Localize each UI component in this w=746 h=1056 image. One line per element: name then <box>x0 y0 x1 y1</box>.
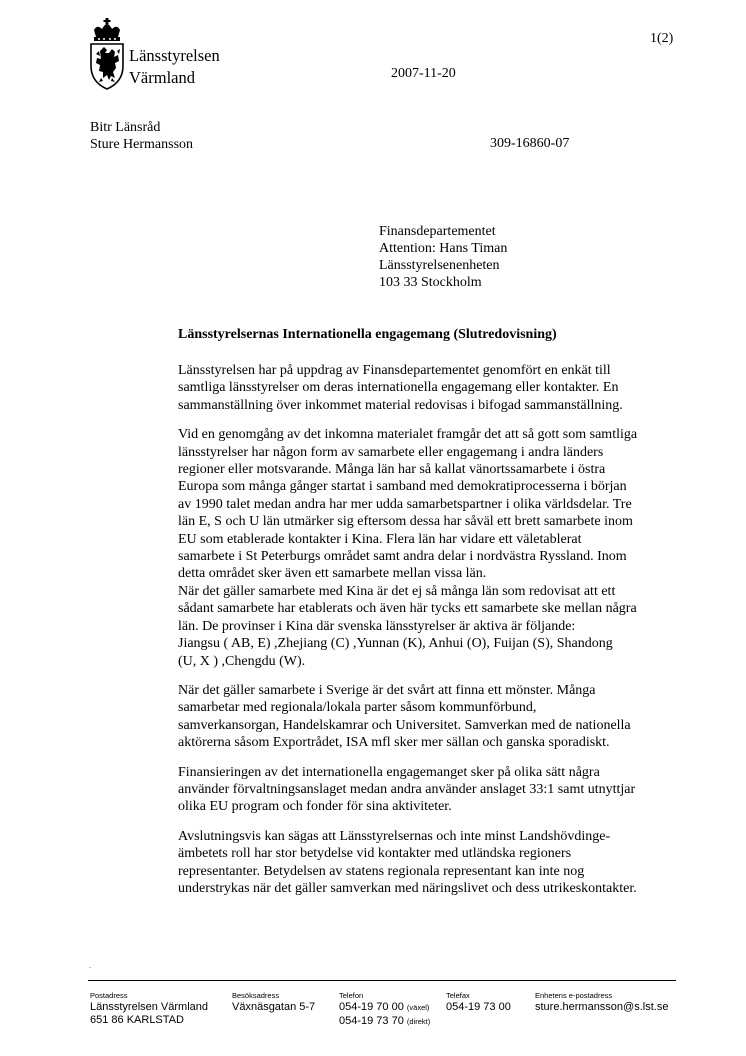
footer-postal <box>90 991 208 1026</box>
letter-date: 2007-11-20 <box>391 66 456 81</box>
body-line: aktörerna såsom Exportrådet, ISA mfl sker mer sällan och ganska sporadiskt. <box>178 735 610 751</box>
body-line: Finansieringen av det internationella engagemanget sker på olika sätt några <box>178 764 600 780</box>
body-line: EU som etablerade kontakter i Kina. Flera län har vidare ett väletablerat <box>178 531 582 547</box>
body-line: Länsstyrelsen har på uppdrag av Finansdepartementet genomfört en enkät till <box>178 363 611 378</box>
body-line: Europa som många gånger startat i samband med demokratiprocesserna i början <box>178 479 627 495</box>
footer-visit-line1: Växnäsgatan 5-7 <box>232 1001 316 1013</box>
footer-email-label: Enhetens e-postadress <box>535 991 613 1000</box>
body-line: olika EU program och fonder för sina aktiviteter. <box>178 799 452 815</box>
footer-postal-line1: Länsstyrelsen Värmland <box>90 1001 209 1013</box>
body-line: regioner eller motsvarande. Många län har så kallat vänortssamarbete i östra <box>178 462 606 478</box>
footer-fax-line1: 054-19 73 00 <box>446 1001 511 1013</box>
sender-block <box>90 119 193 153</box>
footer-divider <box>88 980 676 981</box>
recipient-line: Länsstyrelsenenheten <box>379 258 500 273</box>
body-line: (U, X ) ,Chengdu (W). <box>178 653 306 669</box>
body-line: representanter. Betydelsen av statens regionala representant kan inte nog <box>178 863 585 879</box>
body-line: När det gäller samarbete i Sverige är det svårt att finna ett mönster. Många <box>178 682 596 698</box>
recipient-line: 103 33 Stockholm <box>379 275 482 290</box>
footer-fax-label: Telefax <box>446 991 470 1000</box>
body-line: När det gäller samarbete med Kina är det ej så många län som redovisat att ett <box>178 583 616 599</box>
body-line: använder förvaltningsanslaget medan andra använder anslaget 33:1 samt utnyttjar <box>178 781 636 797</box>
body-line: Vid en genomgång av det inkomna materialet framgår det att så gott som samtliga <box>178 427 638 443</box>
letter-body <box>178 362 698 909</box>
body-line: Avslutningsvis kan sägas att Länsstyrelsernas och inte minst Landshövdinge- <box>178 828 611 844</box>
body-line: länsstyrelser har någon form av samarbete eller engagemang i andra länders <box>178 444 604 460</box>
body-paragraph <box>178 764 698 816</box>
footer-postal-line2: 651 86 KARLSTAD <box>90 1013 184 1026</box>
body-line: samtliga länsstyrelser om deras internationella engagemang eller kontakter. En <box>178 380 619 396</box>
footer-phone-line1 <box>339 1001 430 1015</box>
body-paragraph <box>178 426 698 670</box>
body-line: sammanställning över inkommet material redovisas i bifogad sammanställning. <box>178 397 623 413</box>
footer-email-line1: sture.hermansson@s.lst.se <box>535 1001 669 1013</box>
footer-phone <box>339 991 430 1028</box>
org-name-line2: Värmland <box>129 68 195 87</box>
footer-visit-label: Besöksadress <box>232 991 280 1000</box>
footer-dot: . <box>89 961 91 970</box>
body-paragraph <box>178 828 698 898</box>
footer-visit <box>232 991 315 1014</box>
body-paragraph <box>178 362 698 414</box>
footer-postal-label: Postadress <box>90 991 128 1000</box>
footer-email <box>535 991 668 1014</box>
reference-number: 309-16860-07 <box>490 136 570 151</box>
footer-fax <box>446 991 511 1014</box>
body-line: understrykas när det gäller samverkan med näringslivet och dess utrikeskontakter. <box>178 880 637 896</box>
body-line: samverkansorgan, Handelskamrar och Universitet. Samverkan med de nationella <box>178 717 631 733</box>
recipient-line: Finansdepartementet <box>379 224 496 239</box>
phone-direct-note: (direkt) <box>406 1016 431 1026</box>
body-line: län E, S och U län utmärker sig eftersom dessa har såväl ett brett samarbete inom <box>178 514 633 530</box>
footer-phone-label: Telefon <box>339 991 364 1000</box>
agency-logo <box>88 18 238 90</box>
org-name-line1: Länsstyrelsen <box>129 46 220 65</box>
phone-direct: 054-19 73 70 <box>339 1014 404 1027</box>
crown-griffin-crest-icon <box>88 18 126 90</box>
page-number: 1(2) <box>650 31 674 46</box>
body-line: detta området sker även ett samarbete mellan vissa län. <box>178 566 487 582</box>
letter-subject: Länsstyrelsernas Internationella engagemang (Slutredovisning) <box>178 327 557 342</box>
body-line: av 1990 talet medan andra har mer udda samarbetspartner i olika världsdelar. Tre <box>178 496 632 512</box>
footer-phone-line2 <box>339 1015 430 1029</box>
body-paragraph <box>178 682 698 752</box>
recipient-address <box>379 223 507 291</box>
body-line: sådant samarbete har etablerats och även här tycks ett samarbete ske mellan några <box>178 601 637 617</box>
body-line: samarbete i St Peterburgs området samt andra delar i nordvästra Ryssland. Inom <box>178 549 627 565</box>
recipient-line: Attention: Hans Timan <box>379 241 508 256</box>
body-line: samarbetar med regionala/lokala parter såsom kommunförbund, <box>178 700 537 716</box>
phone-switchboard: 054-19 70 00 <box>339 1001 404 1013</box>
sender-title: Bitr Länsråd <box>90 120 161 135</box>
phone-switchboard-note: (växel) <box>406 1003 430 1012</box>
body-line: Jiangsu ( AB, E) ,Zhejiang (C) ,Yunnan (K), Anhui (O), Fuijan (S), Shandong <box>178 636 613 652</box>
body-line: län. De provinser i Kina där svenska länsstyrelser är aktiva är följande: <box>178 618 576 634</box>
sender-name: Sture Hermansson <box>90 137 194 152</box>
body-line: ämbetets roll har stor betydelse vid kontakter med utländska regioners <box>178 846 572 862</box>
